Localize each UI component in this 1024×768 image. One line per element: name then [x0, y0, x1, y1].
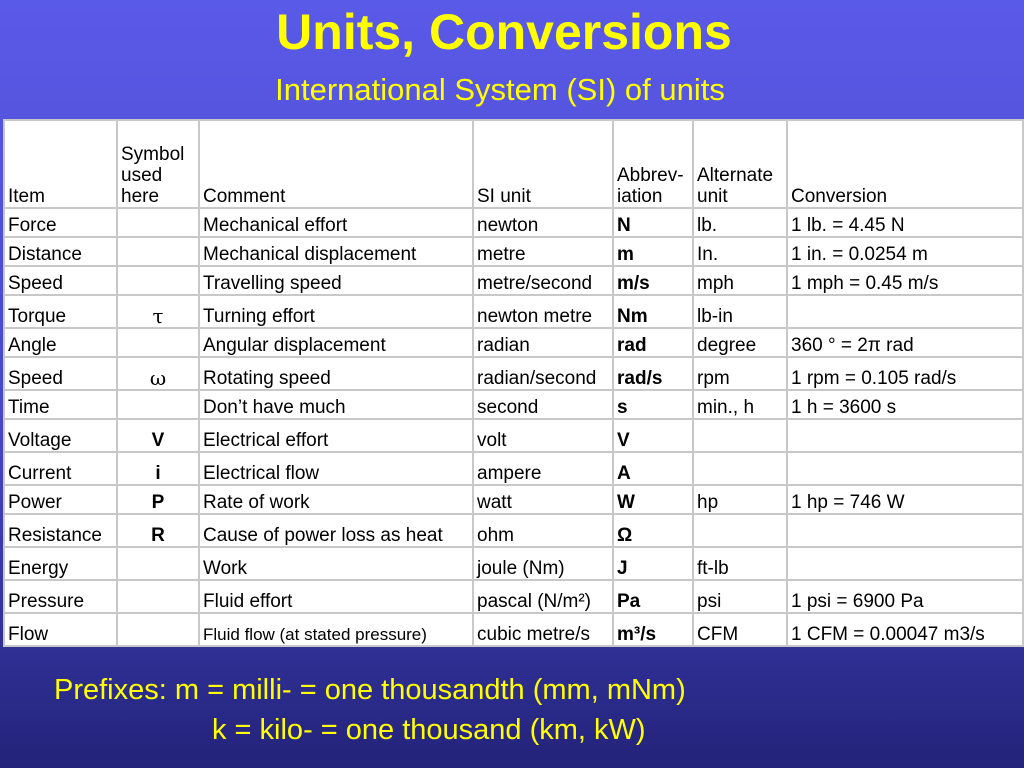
cell-item: Resistance: [4, 514, 117, 547]
cell-comment: Turning effort: [199, 295, 473, 328]
cell-conversion: 1 rpm = 0.105 rad/s: [787, 357, 1023, 390]
cell-comment: Fluid flow (at stated pressure): [199, 613, 473, 646]
cell-alternate: CFM: [693, 613, 787, 646]
cell-alternate: ft-lb: [693, 547, 787, 580]
cell-abbrev: s: [613, 390, 693, 419]
cell-abbrev: m/s: [613, 266, 693, 295]
cell-symbol: [117, 208, 199, 237]
table-row: [4, 514, 1023, 547]
cell-alternate: psi: [693, 580, 787, 613]
cell-comment: Don’t have much: [199, 390, 473, 419]
cell-abbrev: A: [613, 452, 693, 485]
cell-alternate: lb-in: [693, 295, 787, 328]
cell-abbrev: V: [613, 419, 693, 452]
cell-conversion: [787, 452, 1023, 485]
cell-si-unit: watt: [473, 485, 613, 514]
cell-comment: Electrical flow: [199, 452, 473, 485]
cell-abbrev: m³/s: [613, 613, 693, 646]
cell-conversion: 1 lb. = 4.45 N: [787, 208, 1023, 237]
cell-comment: Fluid effort: [199, 580, 473, 613]
cell-symbol: [117, 237, 199, 266]
page-title: Units, Conversions: [276, 4, 732, 60]
cell-symbol: [117, 547, 199, 580]
cell-symbol: ω: [117, 357, 199, 390]
cell-conversion: 1 mph = 0.45 m/s: [787, 266, 1023, 295]
cell-si-unit: metre: [473, 237, 613, 266]
cell-comment: Electrical effort: [199, 419, 473, 452]
cell-alternate: [693, 419, 787, 452]
prefix-note-kilo: k = kilo- = one thousand (km, kW): [212, 714, 646, 746]
cell-alternate: mph: [693, 266, 787, 295]
cell-conversion: 360 ° = 2π rad: [787, 328, 1023, 357]
table-row: [4, 208, 1023, 237]
cell-comment: Travelling speed: [199, 266, 473, 295]
cell-alternate: hp: [693, 485, 787, 514]
table-row: [4, 328, 1023, 357]
cell-abbrev: W: [613, 485, 693, 514]
cell-alternate: lb.: [693, 208, 787, 237]
cell-conversion: [787, 295, 1023, 328]
cell-si-unit: metre/second: [473, 266, 613, 295]
cell-symbol: R: [117, 514, 199, 547]
cell-abbrev: rad/s: [613, 357, 693, 390]
cell-si-unit: volt: [473, 419, 613, 452]
cell-comment: Rate of work: [199, 485, 473, 514]
header-symbol: Symbol used here: [117, 120, 199, 208]
header-conversion: Conversion: [787, 120, 1023, 208]
cell-comment: Rotating speed: [199, 357, 473, 390]
cell-comment: Mechanical effort: [199, 208, 473, 237]
cell-conversion: 1 in. = 0.0254 m: [787, 237, 1023, 266]
cell-item: Distance: [4, 237, 117, 266]
cell-abbrev: Pa: [613, 580, 693, 613]
cell-abbrev: J: [613, 547, 693, 580]
cell-si-unit: ohm: [473, 514, 613, 547]
cell-abbrev: rad: [613, 328, 693, 357]
header-abbreviation: Abbrev-iation: [613, 120, 693, 208]
cell-item: Time: [4, 390, 117, 419]
table-row: [4, 357, 1023, 390]
cell-symbol: i: [117, 452, 199, 485]
cell-alternate: [693, 452, 787, 485]
table-row: [4, 419, 1023, 452]
cell-abbrev: m: [613, 237, 693, 266]
cell-alternate: min., h: [693, 390, 787, 419]
cell-symbol: [117, 390, 199, 419]
cell-comment: Work: [199, 547, 473, 580]
cell-item: Speed: [4, 357, 117, 390]
cell-si-unit: radian: [473, 328, 613, 357]
cell-item: Power: [4, 485, 117, 514]
cell-si-unit: ampere: [473, 452, 613, 485]
cell-si-unit: cubic metre/s: [473, 613, 613, 646]
header-item: Item: [4, 120, 117, 208]
cell-si-unit: pascal (N/m²): [473, 580, 613, 613]
header-comment: Comment: [199, 120, 473, 208]
header-si-unit: SI unit: [473, 120, 613, 208]
cell-si-unit: newton metre: [473, 295, 613, 328]
cell-comment: Cause of power loss as heat: [199, 514, 473, 547]
cell-symbol: [117, 580, 199, 613]
cell-item: Angle: [4, 328, 117, 357]
units-table: [3, 119, 1024, 647]
table-header-row: [4, 120, 1023, 208]
cell-comment: Angular displacement: [199, 328, 473, 357]
cell-abbrev: Nm: [613, 295, 693, 328]
cell-item: Current: [4, 452, 117, 485]
cell-alternate: In.: [693, 237, 787, 266]
cell-si-unit: joule (Nm): [473, 547, 613, 580]
cell-conversion: [787, 419, 1023, 452]
cell-alternate: [693, 514, 787, 547]
table-row: [4, 580, 1023, 613]
cell-conversion: 1 h = 3600 s: [787, 390, 1023, 419]
cell-abbrev: N: [613, 208, 693, 237]
table-row: [4, 237, 1023, 266]
cell-si-unit: newton: [473, 208, 613, 237]
cell-si-unit: radian/second: [473, 357, 613, 390]
cell-comment: Mechanical displacement: [199, 237, 473, 266]
cell-item: Speed: [4, 266, 117, 295]
cell-symbol: [117, 328, 199, 357]
header-alternate-unit: Alternate unit: [693, 120, 787, 208]
prefix-note-milli: Prefixes: m = milli- = one thousandth (mm, mNm): [54, 674, 686, 706]
cell-conversion: [787, 514, 1023, 547]
cell-abbrev: Ω: [613, 514, 693, 547]
table-row: [4, 547, 1023, 580]
cell-item: Energy: [4, 547, 117, 580]
cell-item: Force: [4, 208, 117, 237]
cell-conversion: [787, 547, 1023, 580]
cell-symbol: [117, 613, 199, 646]
cell-symbol: τ: [117, 295, 199, 328]
table-row: [4, 266, 1023, 295]
cell-symbol: P: [117, 485, 199, 514]
cell-item: Torque: [4, 295, 117, 328]
table-row: [4, 390, 1023, 419]
table-row: [4, 452, 1023, 485]
cell-conversion: 1 psi = 6900 Pa: [787, 580, 1023, 613]
cell-conversion: 1 CFM = 0.00047 m3/s: [787, 613, 1023, 646]
cell-item: Voltage: [4, 419, 117, 452]
cell-item: Flow: [4, 613, 117, 646]
table-row: [4, 485, 1023, 514]
cell-symbol: V: [117, 419, 199, 452]
cell-alternate: degree: [693, 328, 787, 357]
cell-item: Pressure: [4, 580, 117, 613]
cell-conversion: 1 hp = 746 W: [787, 485, 1023, 514]
cell-alternate: rpm: [693, 357, 787, 390]
page-subtitle: International System (SI) of units: [275, 72, 725, 107]
table-row: [4, 295, 1023, 328]
cell-si-unit: second: [473, 390, 613, 419]
table-row: [4, 613, 1023, 646]
cell-symbol: [117, 266, 199, 295]
